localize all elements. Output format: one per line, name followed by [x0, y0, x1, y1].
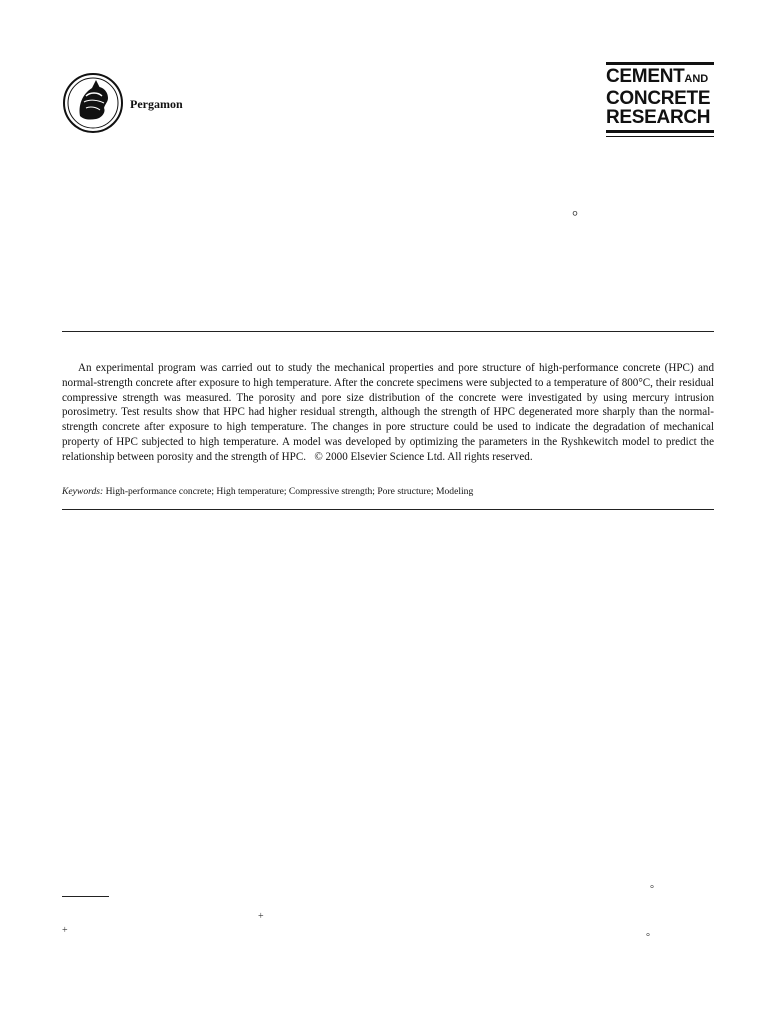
masthead-bottom-thin-rule	[606, 136, 714, 137]
plus-mark: +	[258, 911, 264, 922]
degree-mark: °	[572, 209, 578, 225]
abstract-paragraph	[62, 361, 714, 465]
journal-title-line1: CEMENT	[606, 66, 685, 87]
keywords-label: Keywords:	[62, 486, 104, 497]
keywords	[62, 486, 714, 497]
journal-masthead	[606, 62, 716, 137]
plus-mark: +	[62, 925, 68, 936]
degree-mark: °	[646, 932, 650, 943]
copyright-notice: © 2000 Elsevier Science Ltd. All rights reserved.	[314, 450, 533, 463]
publisher-logo-icon	[62, 72, 124, 134]
masthead-top-rule	[606, 62, 714, 65]
journal-title-line2: CONCRETE	[606, 88, 711, 109]
abstract	[62, 361, 714, 465]
footnote-rule	[62, 896, 109, 897]
abstract-text: An experimental program was carried out to study the mechanical properties and pore structure of high-performance concrete (HPC) and normal-strength concrete after exposure to high temperature. After the concrete specimens were subjected to a temperature of 800°C, their residual compressive strength was measured. The porosity and pore size distribution of the concrete were investigated by using mercury intrusion porosimetry. Test results show that HPC had higher residual strength, although the strength of HPC degenerated more sharply than the normal-strength concrete after exposure to high temperature. The changes in pore structure could be used to indicate the degradation of mechanical property of HPC subjected to high temperature. A model was developed by optimizing the parameters in the Ryshkewitch model to predict the relationship between porosity and the strength of HPC.	[62, 362, 714, 463]
masthead-bottom-rule	[606, 130, 714, 133]
journal-title-and: AND	[684, 73, 709, 85]
degree-mark: °	[650, 884, 654, 895]
journal-title	[606, 67, 716, 127]
journal-title-line3: RESEARCH	[606, 107, 711, 128]
abstract-top-rule	[62, 331, 714, 332]
abstract-bottom-rule	[62, 509, 714, 510]
keywords-value: High-performance concrete; High temperature; Compressive strength; Pore structure; Modeling	[105, 486, 474, 497]
publisher-name: Pergamon	[130, 97, 183, 111]
